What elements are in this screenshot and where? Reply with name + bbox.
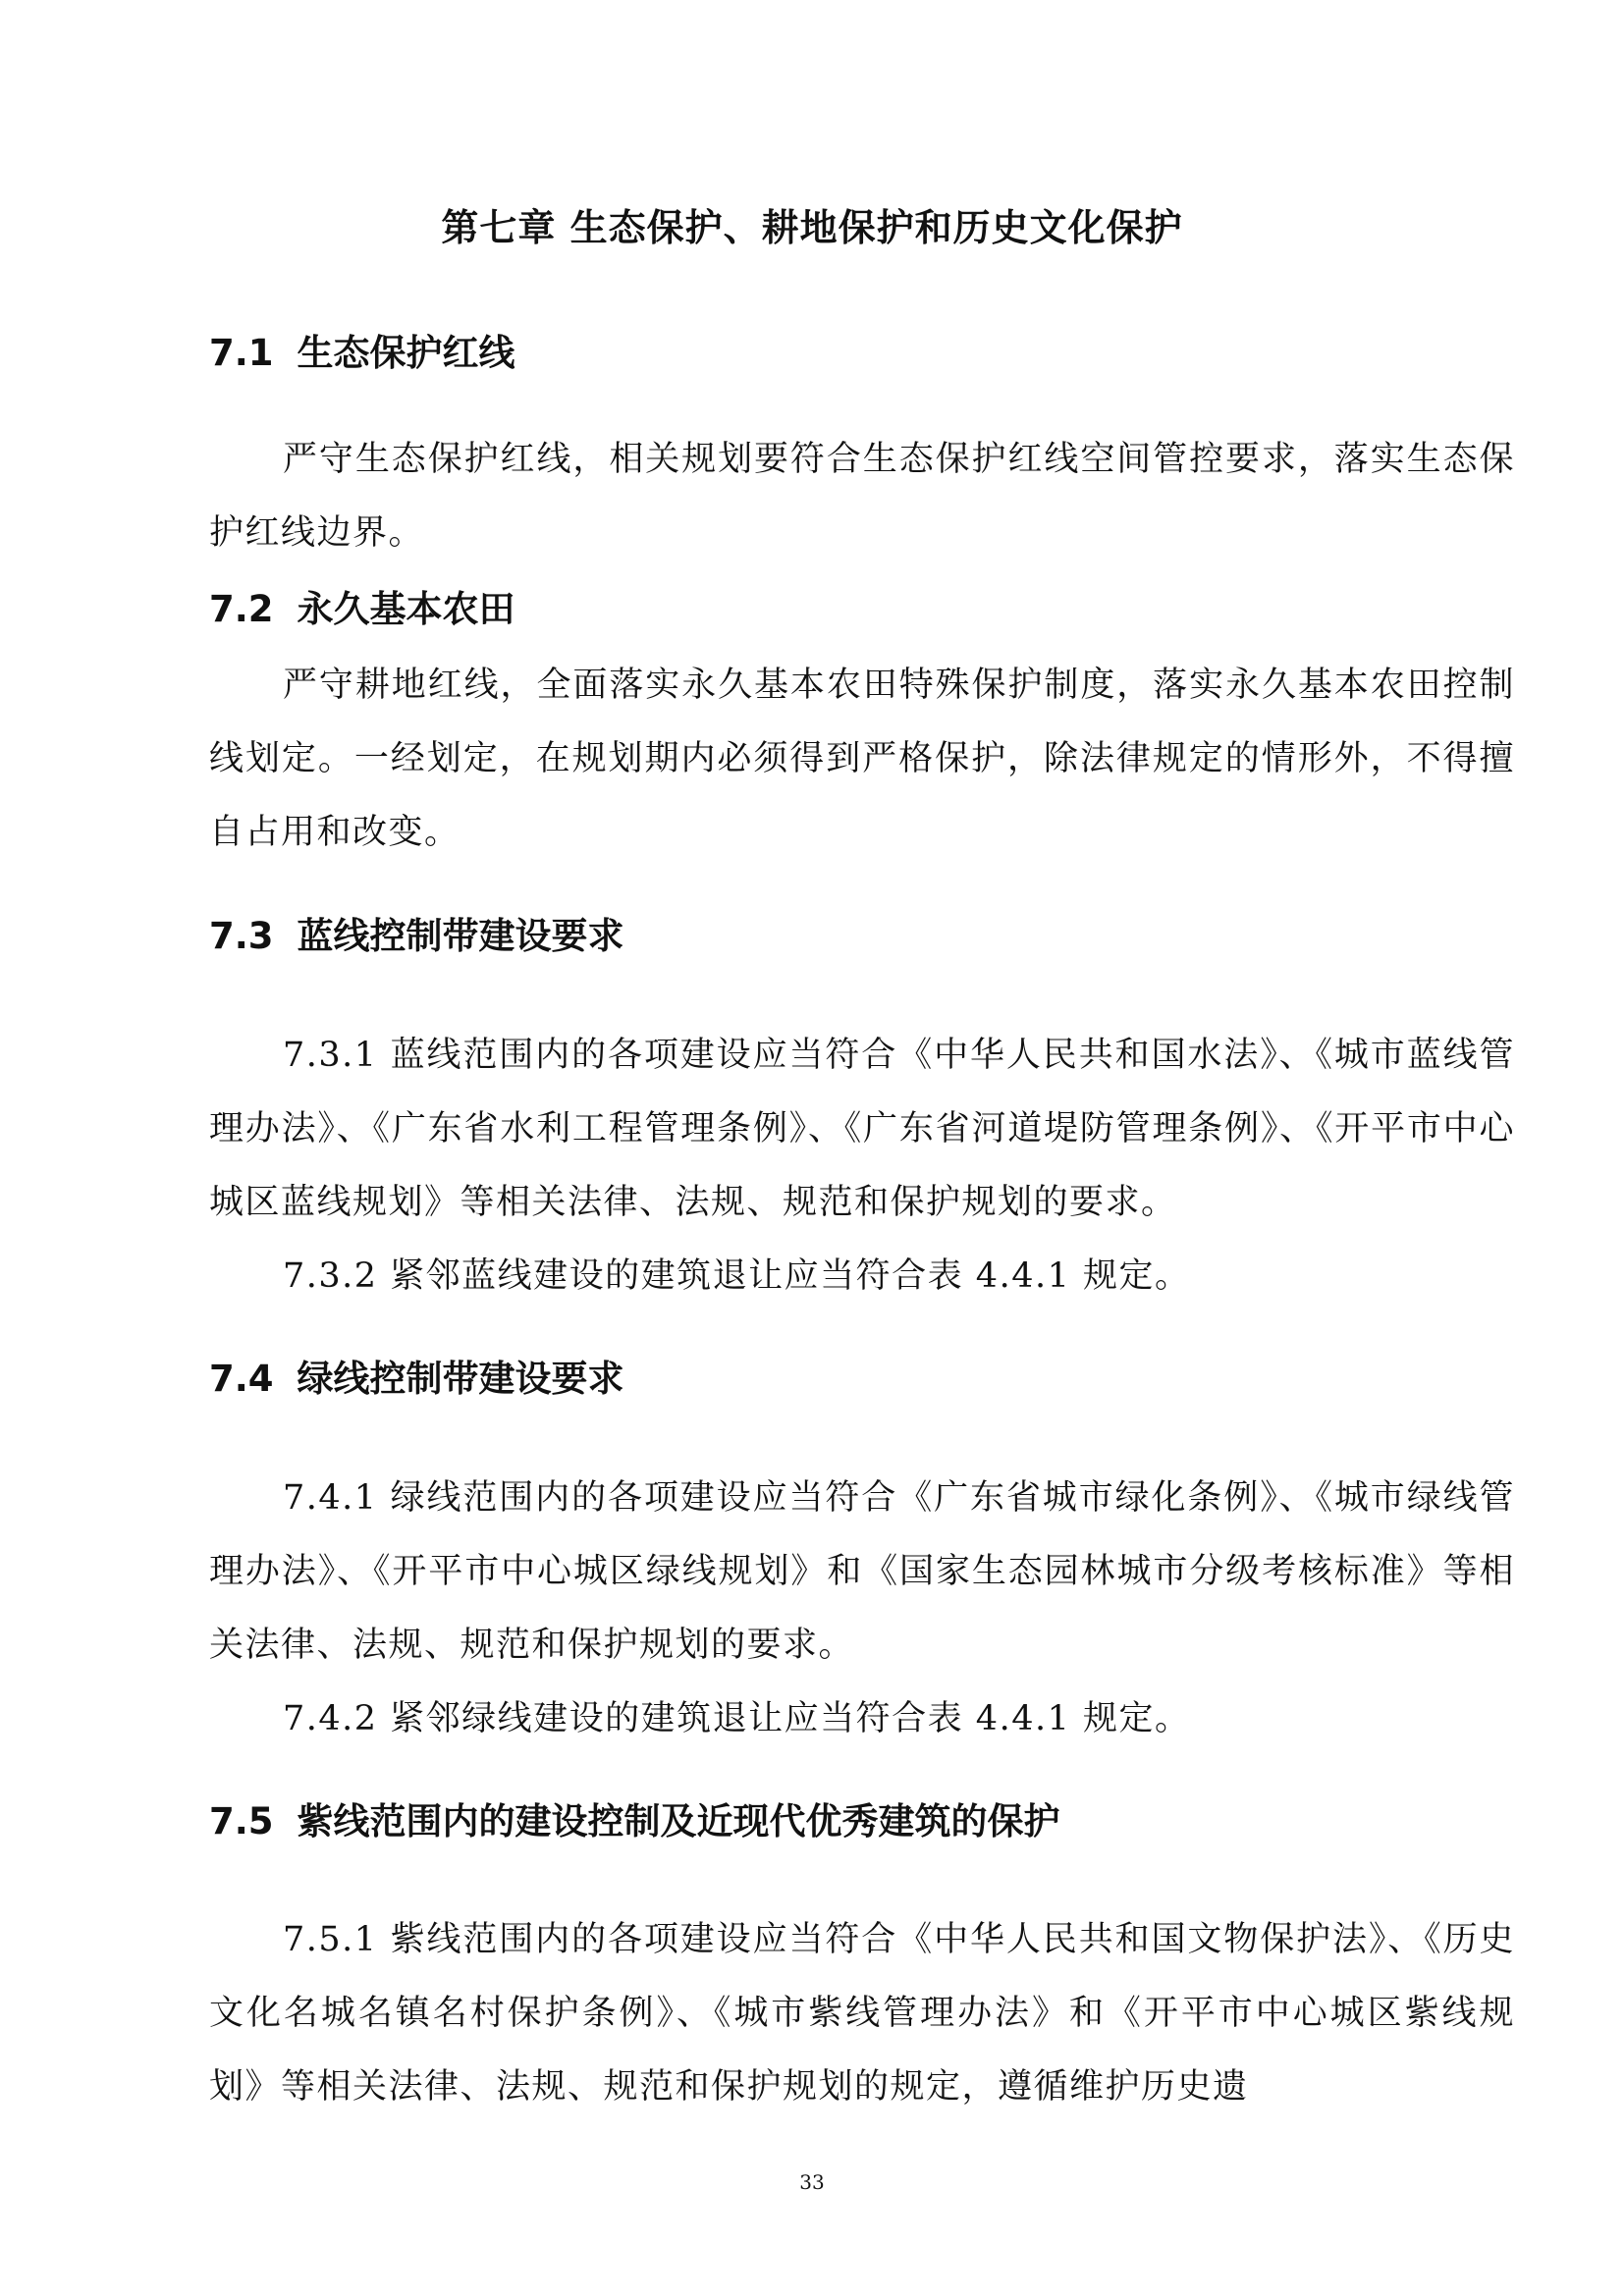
section-heading-7-2 (209, 583, 1486, 636)
page-number: 33 (799, 2170, 825, 2194)
paragraph-7-4-2: 7.4.2 紧邻绿线建设的建筑退让应当符合表 4.4.1 规定。 (283, 1699, 1191, 1738)
section-title: 紫线范围内的建设控制及近现代优秀建筑的保护 (297, 1800, 1060, 1842)
section-title: 绿线控制带建设要求 (297, 1358, 624, 1400)
section-heading-7-1 (209, 327, 1486, 380)
section-number: 7.4 (209, 1358, 274, 1400)
section-number: 7.2 (209, 588, 274, 630)
paragraph-7-3-2: 7.3.2 紧邻蓝线建设的建筑退让应当符合表 4.4.1 规定。 (283, 1256, 1191, 1296)
paragraph-7-2: 严守耕地红线，全面落实永久基本农田特殊保护制度，落实永久基本农田控制线划定。一经划定，在规划期内必须得到严格保护，除法律规定的情形外，不得擅自占用和改变。 (209, 666, 1515, 852)
section-heading-7-5 (209, 1795, 1486, 1848)
paragraph-7-3-1: 7.3.1 蓝线范围内的各项建设应当符合《中华人民共和国水法》、《城市蓝线管理办法》、《广东省水利工程管理条例》、《广东省河道堤防管理条例》、《开平市中心城区蓝线规划》等相关法律、法规、规范和保护规划的要求。 (209, 1036, 1515, 1222)
section-title: 生态保护红线 (297, 332, 515, 374)
section-title: 蓝线控制带建设要求 (297, 915, 624, 957)
section-number: 7.1 (209, 332, 274, 374)
section-number: 7.3 (209, 915, 274, 957)
chapter-title: 第七章 生态保护、耕地保护和历史文化保护 (441, 206, 1183, 249)
section-heading-7-3 (209, 910, 1486, 963)
paragraph-7-4-1: 7.4.1 绿线范围内的各项建设应当符合《广东省城市绿化条例》、《城市绿线管理办法》、《开平市中心城区绿线规划》和《国家生态园林城市分级考核标准》等相关法律、法规、规范和保护规划的要求。 (209, 1478, 1515, 1665)
section-number: 7.5 (209, 1800, 274, 1842)
paragraph-7-5-1: 7.5.1 紫线范围内的各项建设应当符合《中华人民共和国文物保护法》、《历史文化名城名镇名村保护条例》、《城市紫线管理办法》和《开平市中心城区紫线规划》等相关法律、法规、规范和保护规划的规定，遵循维护历史遗 (209, 1920, 1515, 2107)
section-title: 永久基本农田 (297, 588, 515, 630)
paragraph-7-1: 严守生态保护红线，相关规划要符合生态保护红线空间管控要求，落实生态保护红线边界。 (209, 440, 1515, 553)
section-heading-7-4 (209, 1353, 1486, 1406)
